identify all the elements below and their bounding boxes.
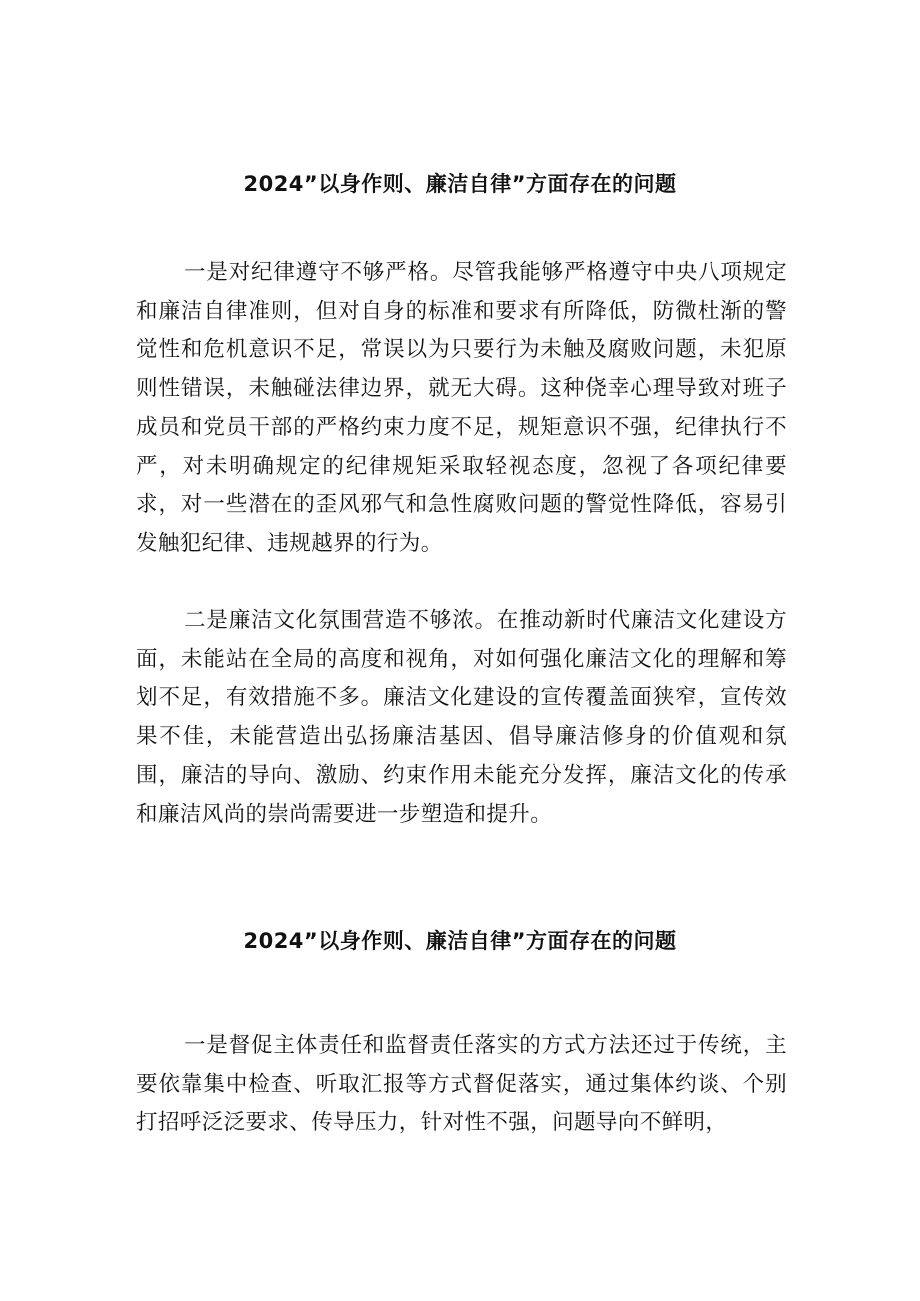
section-1-paragraph-1: 一是对纪律遵守不够严格。尽管我能够严格遵守中央八项规定和廉洁自律准则，但对自身的标准和要求有所降低，防微杜渐的警觉性和危机意识不足，常误以为只要行为未触及腐败问题，未犯原则性错误，未触碰法律边界，就无大碍。这种侥幸心理导致对班子成员和党员干部的严格约束力度不足，规矩意识不强，纪律执行不严，对未明确规定的纪律规矩采取轻视态度，忽视了各项纪律要求，对一些潜在的歪风邪气和急性腐败问题的警觉性降低，容易引发触犯纪律、违规越界的行为。 xyxy=(136,260,787,556)
section-1-title: 2024”以身作则、廉洁自律”方面存在的问题 xyxy=(243,172,677,196)
section-1-paragraph-2: 二是廉洁文化氛围营造不够浓。在推动新时代廉洁文化建设方面，未能站在全局的高度和视角，对如何强化廉洁文化的理解和筹划不足，有效措施不多。廉洁文化建设的宣传覆盖面狭窄，宣传效果不佳，未能营造出弘扬廉洁基因、倡导廉洁修身的价值观和氛围，廉洁的导向、激励、约束作用未能充分发挥，廉洁文化的传承和廉洁风尚的崇尚需要进一步塑造和提升。 xyxy=(136,608,787,827)
section-2-title: 2024”以身作则、廉洁自律”方面存在的问题 xyxy=(243,929,677,953)
section-2-paragraph-1: 一是督促主体责任和监督责任落实的方式方法还过于传统，主要依靠集中检查、听取汇报等方式督促落实，通过集体约谈、个别打招呼泛泛要求、传导压力，针对性不强，问题导向不鲜明， xyxy=(136,1033,787,1136)
